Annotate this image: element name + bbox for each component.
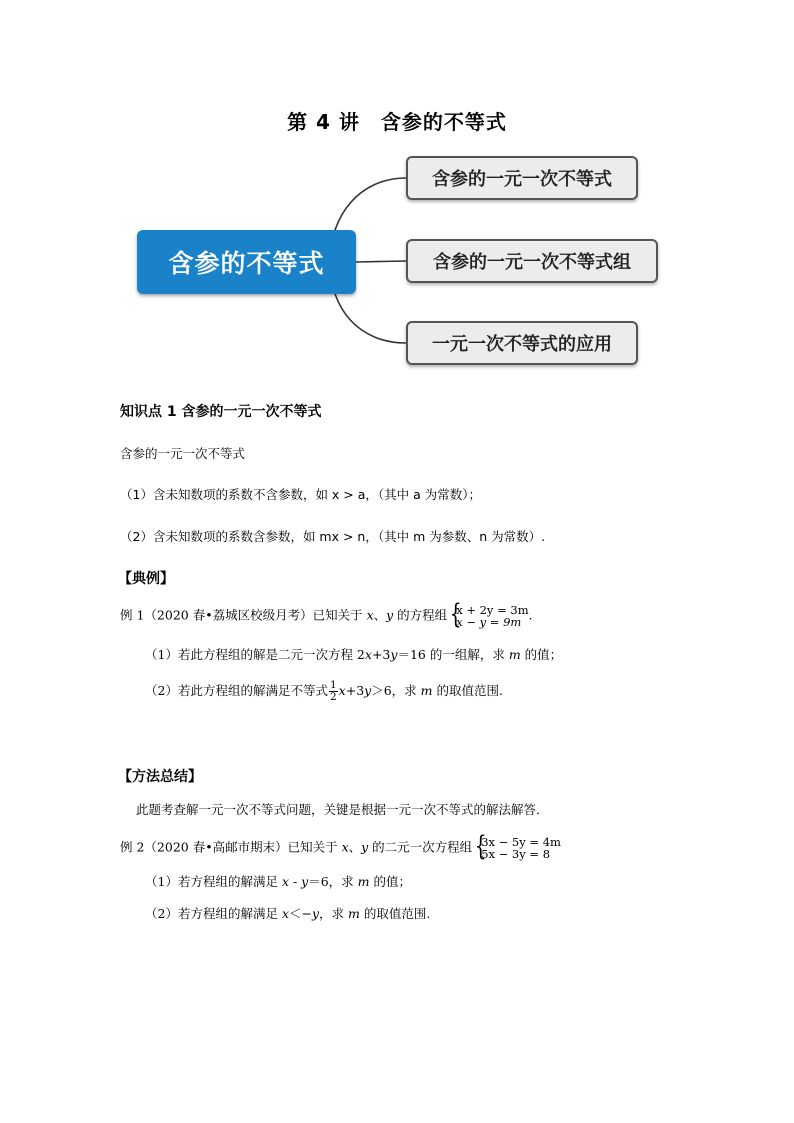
mindmap-branch-2: 含参的一元一次不等式组 xyxy=(406,239,658,283)
method-summary-heading: 【方法总结】 xyxy=(118,769,202,785)
example-2-stem xyxy=(120,831,561,862)
page-title: 第 4 讲 含参的不等式 xyxy=(287,110,507,134)
knowledge-point-item-1: （1）含未知数项的系数不含参数，如 x > a，（其中 a 为常数）； xyxy=(120,487,482,502)
fraction-one-half xyxy=(329,680,338,703)
example-2-mid: 的二元一次方程组 xyxy=(368,839,473,855)
example-1-prefix: 例 1（2020 春•荔城区校级月考）已知关于 xyxy=(120,607,367,623)
equation-system-2 xyxy=(472,831,561,862)
example-1-mid: 的方程组 xyxy=(393,607,448,623)
example-1-question-1 xyxy=(145,645,562,663)
q-text: ＝6，求 xyxy=(308,874,358,889)
equation-system-1 xyxy=(447,599,529,630)
brace-glyph: { xyxy=(474,831,487,862)
var-y: y xyxy=(311,906,320,921)
example-2-question-2 xyxy=(145,904,430,922)
example-1-question-2 xyxy=(145,680,503,703)
knowledge-point-item-2: （2）含未知数项的系数含参数，如 mx > n，（其中 m 为参数、n 为常数）. xyxy=(120,529,546,544)
system-2-eq-1: 3x − 5y = 4m xyxy=(481,835,561,849)
system-1-eq-1: x + 2y = 3m xyxy=(456,603,529,617)
var-x: x xyxy=(281,874,289,889)
q-text: ＝16 的一组解，求 xyxy=(397,647,509,662)
typical-example-heading: 【典例】 xyxy=(118,571,174,587)
mindmap-center-node: 含参的不等式 xyxy=(137,230,356,294)
example-1-suffix: . xyxy=(528,607,533,623)
q-text: （1）若此方程组的解是二元一次方程 2 xyxy=(145,647,365,662)
fraction-numerator: 1 xyxy=(329,679,337,691)
q-text: - xyxy=(289,874,302,889)
var-x: x xyxy=(281,906,289,921)
var-x: x xyxy=(364,647,372,662)
q-text: 的取值范围. xyxy=(432,683,503,698)
var-y: y xyxy=(361,839,369,855)
mindmap-branch-3: 一元一次不等式的应用 xyxy=(406,321,638,365)
q-text: （2）若方程组的解满足 xyxy=(145,906,282,921)
knowledge-point-intro: 含参的一元一次不等式 xyxy=(120,446,246,461)
var-x: x xyxy=(366,607,374,623)
example-2-question-1 xyxy=(145,872,411,890)
q-text: ，求 xyxy=(319,906,349,921)
var-y: y xyxy=(386,607,394,623)
var-m: m xyxy=(357,874,370,889)
connector-middle xyxy=(356,261,406,262)
mindmap-connectors xyxy=(0,0,794,420)
q-text: ＞6，求 xyxy=(371,683,421,698)
separator: 、 xyxy=(373,607,387,623)
method-summary-text: 此题考查解一元一次不等式问题，关键是根据一元一次不等式的解法解答． xyxy=(136,802,549,817)
q-text: ＜− xyxy=(289,906,312,921)
q-text: 的值； xyxy=(520,647,563,662)
q-text: 的取值范围. xyxy=(359,906,431,921)
var-y: y xyxy=(390,647,398,662)
q-text: 的值； xyxy=(369,874,412,889)
example-2-prefix: 例 2（2020 春•高邮市期末）已知关于 xyxy=(120,839,342,855)
q-text: +3 xyxy=(345,683,365,698)
knowledge-point-heading: 知识点 1 含参的一元一次不等式 xyxy=(120,404,322,420)
fraction-denominator: 2 xyxy=(329,691,337,703)
var-m: m xyxy=(420,683,433,698)
q-text: （1）若方程组的解满足 xyxy=(145,874,282,889)
system-2-eq-2: 5x − 3y = 8 xyxy=(481,847,551,861)
var-x: x xyxy=(338,683,346,698)
var-y: y xyxy=(364,683,372,698)
var-x: x xyxy=(341,839,349,855)
example-1-stem xyxy=(120,599,533,630)
var-m: m xyxy=(348,906,360,921)
q-text: （2）若此方程组的解满足不等式 xyxy=(145,683,328,698)
brace-glyph: { xyxy=(449,599,462,630)
var-y: y xyxy=(301,874,309,889)
separator: 、 xyxy=(348,839,362,855)
var-m: m xyxy=(508,647,521,662)
q-text: +3 xyxy=(371,647,391,662)
system-1-eq-2: x − y = 9m xyxy=(456,615,522,629)
mindmap-branch-1: 含参的一元一次不等式 xyxy=(406,156,638,200)
